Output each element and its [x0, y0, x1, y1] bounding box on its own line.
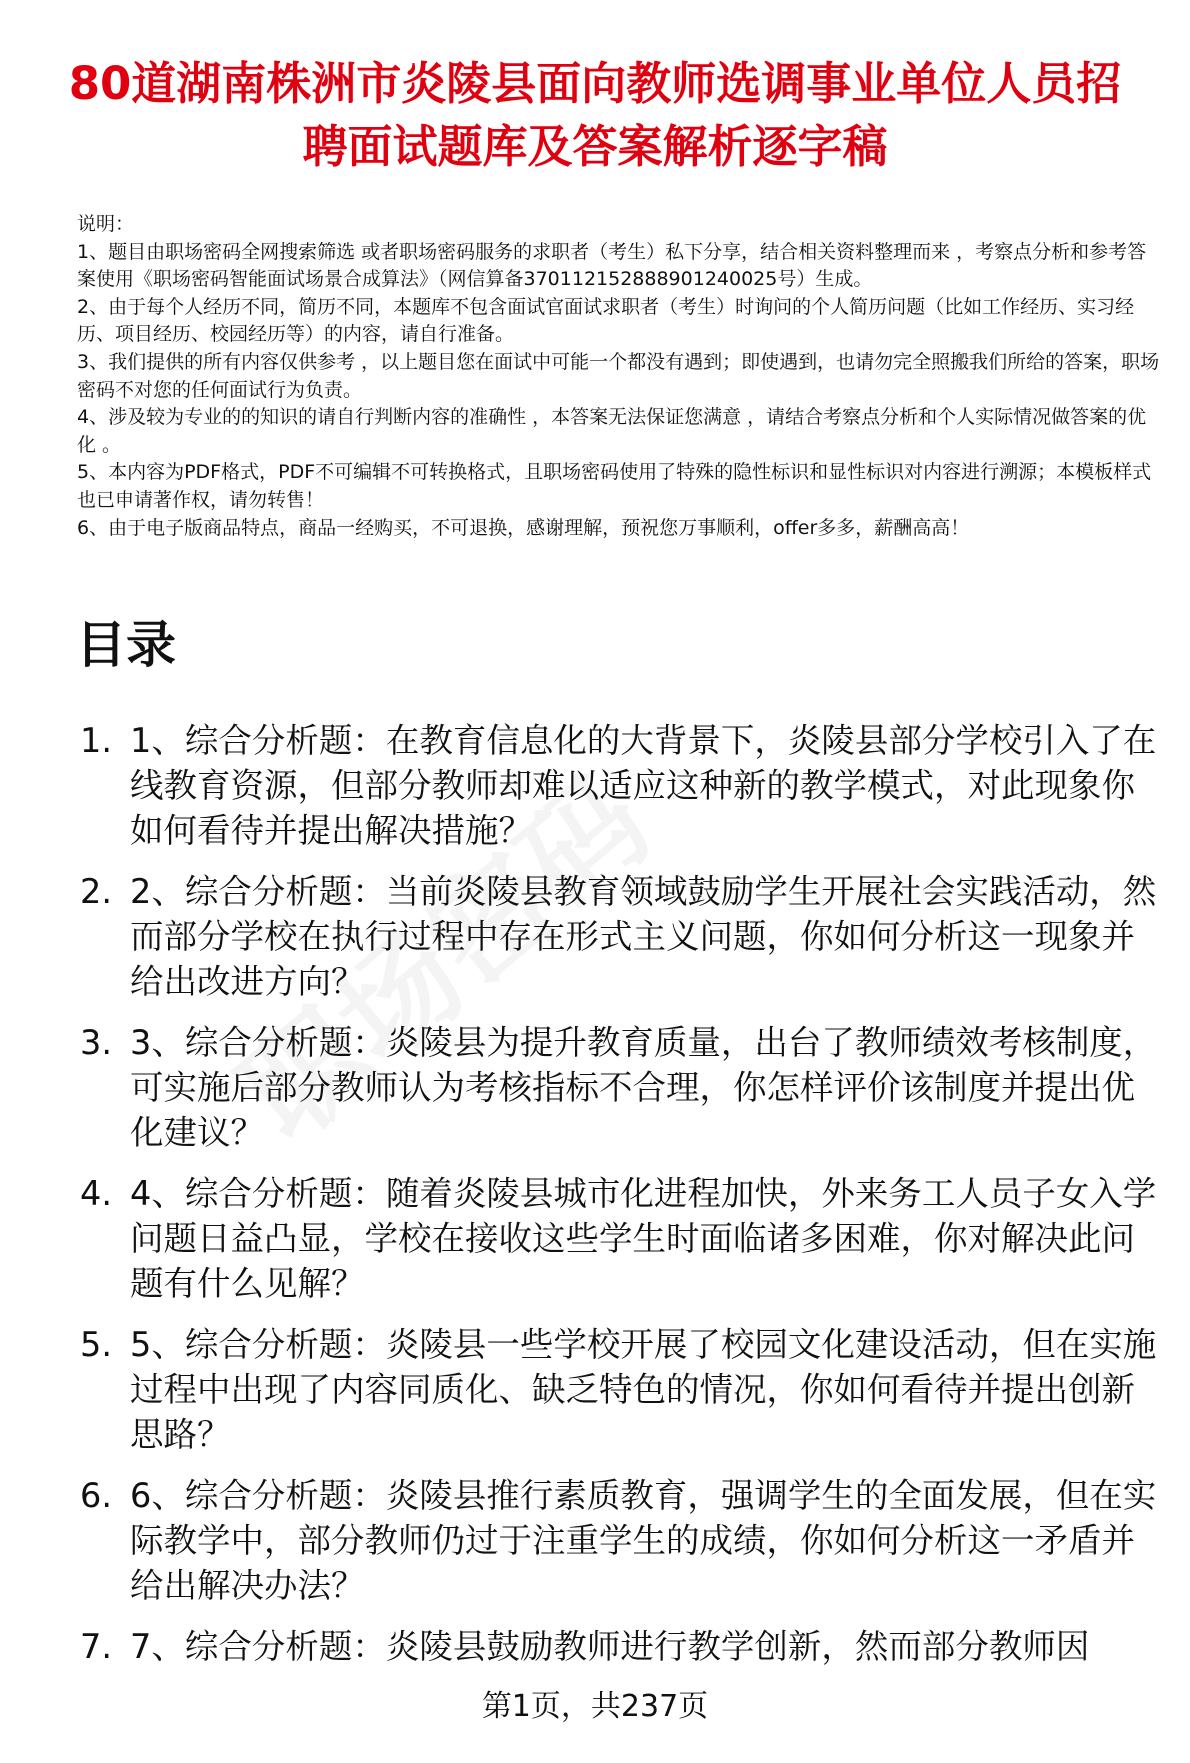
note-item: 6、由于电子版商品特点，商品一经购买，不可退换，感谢理解，预祝您万事顺利，offer多多，薪酬高高！ [77, 516, 970, 539]
notes-heading: 说明： [77, 213, 135, 235]
toc-item[interactable] [72, 869, 1162, 1004]
toc-item-number: 4. [80, 1174, 112, 1213]
toc-item-number: 5. [80, 1325, 112, 1364]
toc-item-text[interactable]: 3、综合分析题：炎陵县为提升教育质量，出台了教师绩效考核制度，可实施后部分教师认为考核指标不合理，你怎样评价该制度并提出优化建议？ [130, 1023, 1157, 1152]
toc-item-number: 1. [80, 721, 112, 760]
toc-item-number: 3. [80, 1023, 112, 1062]
toc-item-text[interactable]: 7、综合分析题：炎陵县鼓励教师进行教学创新，然而部分教师因 [130, 1627, 1090, 1666]
toc-item[interactable] [72, 1171, 1162, 1306]
toc-item-text[interactable]: 1、综合分析题：在教育信息化的大背景下，炎陵县部分学校引入了在线教育资源，但部分教师却难以适应这种新的教学模式，对此现象你如何看待并提出解决措施？ [130, 721, 1157, 850]
page-footer [0, 1677, 1190, 1763]
document-title: 80道湖南株洲市炎陵县面向教师选调事业单位人员招聘面试题库及答案解析逐字稿 [68, 57, 1122, 173]
toc-heading: 目录 [76, 616, 176, 674]
note-item: 5、本内容为PDF格式，PDF不可编辑不可转换格式，且职场密码使用了特殊的隐性标识和显性标识对内容进行溯源；本模板样式也已申请著作权，请勿转售！ [77, 461, 1152, 511]
note-item: 2、由于每个人经历不同，简历不同，本题库不包含面试官面试求职者（考生）时询问的个人简历问题（比如工作经历、实习经历、项目经历、校园经历等）的内容，请自行准备。 [77, 295, 1135, 346]
toc-item-number: 6. [80, 1476, 112, 1515]
toc-item-text[interactable]: 6、综合分析题：炎陵县推行素质教育，强调学生的全面发展，但在实际教学中，部分教师仍过于注重学生的成绩，你如何分析这一矛盾并给出解决办法？ [130, 1476, 1157, 1605]
toc-item[interactable] [72, 1473, 1162, 1608]
toc-item[interactable] [72, 1322, 1162, 1457]
toc-item-text[interactable]: 4、综合分析题：随着炎陵县城市化进程加快，外来务工人员子女入学问题日益凸显，学校在接收这些学生时面临诸多困难，你对解决此问题有什么见解？ [130, 1174, 1157, 1303]
note-item: 1、题目由职场密码全网搜索筛选 或者职场密码服务的求职者（考生）私下分享，结合相关资料整理而来 ，考察点分析和参考答案使用《职场密码智能面试场景合成算法》（网信算备370112152888901240025号）生成。 [77, 240, 1147, 291]
notes-section [77, 211, 1162, 542]
page-number: 第1页，共237页 [481, 1689, 709, 1724]
note-item: 3、我们提供的所有内容仅供参考 ，以上题目您在面试中可能一个都没有遇到；即使遇到，也请勿完全照搬我们所给的答案，职场密码不对您的任何面试行为负责。 [77, 350, 1160, 401]
toc-list [72, 718, 1162, 1685]
toc-item[interactable] [72, 1624, 1162, 1669]
toc-item[interactable] [72, 1020, 1162, 1155]
toc-item-number: 7. [80, 1627, 112, 1666]
note-item: 4、涉及较为专业的的知识的请自行判断内容的准确性 ，本答案无法保证您满意 ，请结合考察点分析和个人实际情况做答案的优化 。 [77, 406, 1147, 456]
toc-item-text[interactable]: 5、综合分析题：炎陵县一些学校开展了校园文化建设活动，但在实施过程中出现了内容同质化、缺乏特色的情况，你如何看待并提出创新思路？ [130, 1325, 1157, 1454]
toc-item[interactable] [72, 718, 1162, 853]
toc-item-number: 2. [80, 872, 112, 911]
toc-item-text[interactable]: 2、综合分析题：当前炎陵县教育领域鼓励学生开展社会实践活动，然而部分学校在执行过程中存在形式主义问题，你如何分析这一现象并给出改进方向？ [130, 872, 1157, 1001]
